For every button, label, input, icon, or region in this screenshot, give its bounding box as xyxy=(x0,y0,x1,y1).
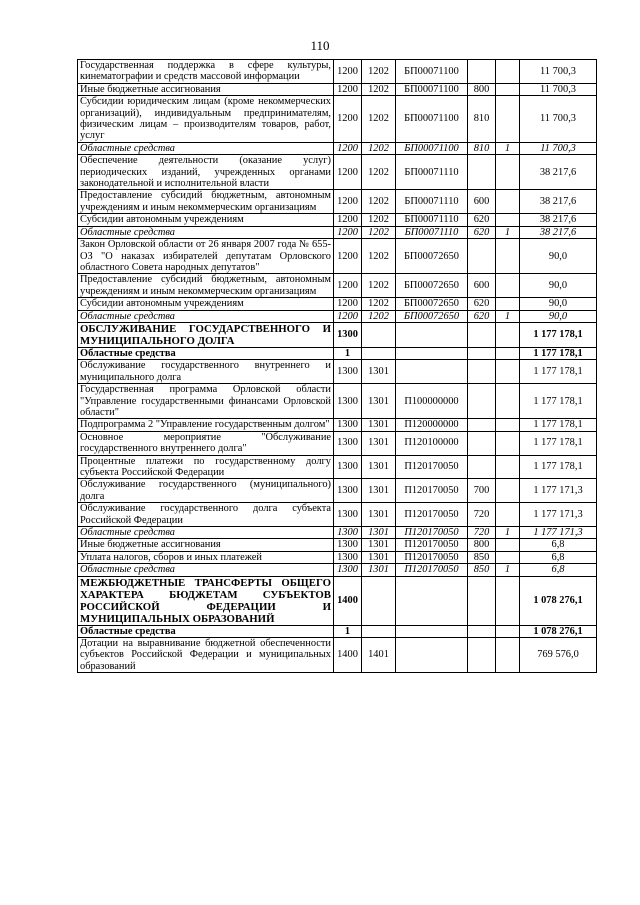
row-target-article: БП00071100 xyxy=(396,142,468,154)
row-target-article: БП00072650 xyxy=(396,298,468,310)
table-row xyxy=(78,455,597,479)
row-funding-source xyxy=(496,274,520,298)
table-row xyxy=(78,83,597,95)
row-amount: 11 700,3 xyxy=(520,96,597,143)
row-target-article: БП00071100 xyxy=(396,83,468,95)
row-amount: 11 700,3 xyxy=(520,60,597,84)
row-funding-source xyxy=(496,155,520,190)
row-amount: 1 177 178,1 xyxy=(520,347,597,359)
row-amount: 1 177 178,1 xyxy=(520,322,597,347)
row-funding-source xyxy=(496,503,520,527)
row-expense-type: 850 xyxy=(468,551,496,563)
row-subsection-code: 1301 xyxy=(362,384,396,419)
row-target-article: БП00071110 xyxy=(396,190,468,214)
table-row xyxy=(78,60,597,84)
row-expense-type: 810 xyxy=(468,96,496,143)
row-expense-type: 810 xyxy=(468,142,496,154)
row-name: Областные средства xyxy=(78,142,334,154)
row-amount: 1 177 171,3 xyxy=(520,479,597,503)
row-expense-type xyxy=(468,155,496,190)
row-section-code: 1300 xyxy=(334,527,362,539)
budget-table xyxy=(77,59,597,673)
row-expense-type xyxy=(468,455,496,479)
row-name: Закон Орловской области от 26 января 2007 года № 655-ОЗ "О наказах избирателей депутатам Орловского областного Совета народных депутатов" xyxy=(78,239,334,274)
row-target-article: П120100000 xyxy=(396,431,468,455)
row-target-article: БП00071100 xyxy=(396,60,468,84)
row-section-code: 1300 xyxy=(334,551,362,563)
row-target-article: БП00072650 xyxy=(396,274,468,298)
row-target-article: П120170050 xyxy=(396,551,468,563)
row-target-article: П120000000 xyxy=(396,419,468,431)
row-section-code: 1300 xyxy=(334,455,362,479)
table-row xyxy=(78,360,597,384)
row-target-article: БП00072650 xyxy=(396,310,468,322)
row-subsection-code: 1301 xyxy=(362,503,396,527)
row-funding-source xyxy=(496,214,520,226)
row-target-article: П120170050 xyxy=(396,539,468,551)
row-name: МЕЖБЮДЖЕТНЫЕ ТРАНСФЕРТЫ ОБЩЕГО ХАРАКТЕРА БЮДЖЕТАМ СУБЪЕКТОВ РОССИЙСКОЙ ФЕДЕРАЦИИ И МУНИЦИПАЛЬНЫХ ОБРАЗОВАНИЙ xyxy=(78,576,334,625)
table-row xyxy=(78,96,597,143)
row-subsection-code: 1202 xyxy=(362,310,396,322)
row-amount: 1 078 276,1 xyxy=(520,576,597,625)
row-section-code: 1300 xyxy=(334,539,362,551)
row-subsection-code xyxy=(362,625,396,637)
table-row xyxy=(78,638,597,673)
row-section-code: 1200 xyxy=(334,60,362,84)
row-expense-type: 620 xyxy=(468,226,496,238)
row-subsection-code: 1301 xyxy=(362,539,396,551)
table-row xyxy=(78,142,597,154)
row-funding-source: 1 xyxy=(496,142,520,154)
row-funding-source xyxy=(496,298,520,310)
row-funding-source xyxy=(496,419,520,431)
table-row xyxy=(78,239,597,274)
row-funding-source xyxy=(496,384,520,419)
row-amount: 1 177 178,1 xyxy=(520,360,597,384)
row-funding-source: 1 xyxy=(496,564,520,576)
row-funding-source xyxy=(496,455,520,479)
row-section-code: 1200 xyxy=(334,96,362,143)
row-amount: 90,0 xyxy=(520,310,597,322)
row-section-code: 1300 xyxy=(334,479,362,503)
table-row xyxy=(78,298,597,310)
row-target-article: П100000000 xyxy=(396,384,468,419)
row-amount: 38 217,6 xyxy=(520,155,597,190)
row-name: Субсидии автономным учреждениям xyxy=(78,298,334,310)
row-funding-source xyxy=(496,551,520,563)
row-section-code: 1200 xyxy=(334,310,362,322)
row-funding-source xyxy=(496,576,520,625)
row-amount: 769 576,0 xyxy=(520,638,597,673)
row-amount: 6,8 xyxy=(520,551,597,563)
row-section-code: 1300 xyxy=(334,360,362,384)
row-section-code: 1300 xyxy=(334,431,362,455)
row-amount: 1 177 171,3 xyxy=(520,503,597,527)
row-funding-source xyxy=(496,190,520,214)
row-name: Областные средства xyxy=(78,226,334,238)
row-subsection-code xyxy=(362,576,396,625)
table-row xyxy=(78,539,597,551)
row-expense-type xyxy=(468,638,496,673)
row-subsection-code: 1202 xyxy=(362,226,396,238)
row-amount: 11 700,3 xyxy=(520,142,597,154)
row-target-article: П120170050 xyxy=(396,527,468,539)
row-expense-type: 720 xyxy=(468,527,496,539)
row-funding-source: 1 xyxy=(496,310,520,322)
row-funding-source xyxy=(496,431,520,455)
row-funding-source xyxy=(496,60,520,84)
table-row xyxy=(78,190,597,214)
row-target-article xyxy=(396,347,468,359)
row-subsection-code: 1202 xyxy=(362,190,396,214)
row-name: Основное мероприятие "Обслуживание государственного внутреннего долга" xyxy=(78,431,334,455)
table-row xyxy=(78,419,597,431)
row-name: Обеспечение деятельности (оказание услуг) периодических изданий, учрежденных органами законодательной и исполнительной власти xyxy=(78,155,334,190)
table-row xyxy=(78,564,597,576)
row-name: Дотации на выравнивание бюджетной обеспеченности субъектов Российской Федерации и муниципальных образований xyxy=(78,638,334,673)
row-expense-type: 850 xyxy=(468,564,496,576)
table-row xyxy=(78,384,597,419)
row-section-code: 1200 xyxy=(334,239,362,274)
table-row xyxy=(78,322,597,347)
row-name: Областные средства xyxy=(78,527,334,539)
row-funding-source: 1 xyxy=(496,527,520,539)
row-name: Областные средства xyxy=(78,564,334,576)
row-subsection-code: 1301 xyxy=(362,479,396,503)
row-expense-type: 600 xyxy=(468,274,496,298)
row-subsection-code: 1202 xyxy=(362,239,396,274)
row-subsection-code: 1301 xyxy=(362,527,396,539)
row-section-code: 1300 xyxy=(334,384,362,419)
row-name: Обслуживание государственного долга субъекта Российской Федерации xyxy=(78,503,334,527)
row-amount: 1 177 178,1 xyxy=(520,419,597,431)
table-row xyxy=(78,431,597,455)
row-name: Областные средства xyxy=(78,625,334,637)
row-amount: 1 078 276,1 xyxy=(520,625,597,637)
row-section-code: 1200 xyxy=(334,214,362,226)
row-section-code: 1 xyxy=(334,347,362,359)
row-target-article: БП00071110 xyxy=(396,226,468,238)
row-expense-type: 720 xyxy=(468,503,496,527)
page-number: 110 xyxy=(310,38,330,53)
row-section-code: 1300 xyxy=(334,322,362,347)
row-target-article xyxy=(396,322,468,347)
row-expense-type: 700 xyxy=(468,479,496,503)
row-section-code: 1300 xyxy=(334,564,362,576)
row-expense-type: 800 xyxy=(468,83,496,95)
budget-table-body xyxy=(78,60,597,673)
row-target-article xyxy=(396,638,468,673)
row-subsection-code: 1301 xyxy=(362,551,396,563)
row-name: Иные бюджетные ассигнования xyxy=(78,539,334,551)
row-target-article: П120170050 xyxy=(396,503,468,527)
row-amount: 6,8 xyxy=(520,539,597,551)
row-section-code: 1400 xyxy=(334,638,362,673)
row-amount: 1 177 178,1 xyxy=(520,384,597,419)
row-section-code: 1300 xyxy=(334,419,362,431)
row-target-article: БП00071100 xyxy=(396,96,468,143)
row-subsection-code: 1202 xyxy=(362,274,396,298)
table-row xyxy=(78,274,597,298)
table-row xyxy=(78,214,597,226)
row-name: Уплата налогов, сборов и иных платежей xyxy=(78,551,334,563)
table-row xyxy=(78,527,597,539)
row-subsection-code: 1202 xyxy=(362,214,396,226)
row-amount: 1 177 178,1 xyxy=(520,455,597,479)
table-row xyxy=(78,347,597,359)
row-subsection-code: 1301 xyxy=(362,431,396,455)
row-amount: 38 217,6 xyxy=(520,214,597,226)
row-section-code: 1 xyxy=(334,625,362,637)
row-name: Государственная поддержка в сфере культуры, кинематографии и средств массовой информации xyxy=(78,60,334,84)
row-subsection-code: 1401 xyxy=(362,638,396,673)
row-target-article: БП00071110 xyxy=(396,155,468,190)
row-funding-source: 1 xyxy=(496,226,520,238)
row-subsection-code: 1301 xyxy=(362,419,396,431)
row-name: Государственная программа Орловской области "Управление государственными финансами Орловской области" xyxy=(78,384,334,419)
table-row xyxy=(78,310,597,322)
row-name: Субсидии юридическим лицам (кроме некоммерческих организаций), индивидуальным предпринимателям, физическим лицам – производителям товаров, работ, услуг xyxy=(78,96,334,143)
row-funding-source xyxy=(496,347,520,359)
row-funding-source xyxy=(496,479,520,503)
row-amount: 90,0 xyxy=(520,239,597,274)
row-subsection-code: 1202 xyxy=(362,155,396,190)
row-name: Обслуживание государственного (муниципального) долга xyxy=(78,479,334,503)
row-expense-type: 620 xyxy=(468,214,496,226)
row-funding-source xyxy=(496,638,520,673)
row-section-code: 1300 xyxy=(334,503,362,527)
row-section-code: 1200 xyxy=(334,190,362,214)
row-subsection-code: 1301 xyxy=(362,455,396,479)
row-name: Подпрограмма 2 "Управление государственным долгом" xyxy=(78,419,334,431)
row-funding-source xyxy=(496,625,520,637)
row-section-code: 1200 xyxy=(334,226,362,238)
row-target-article xyxy=(396,576,468,625)
row-subsection-code xyxy=(362,347,396,359)
row-amount: 1 177 171,3 xyxy=(520,527,597,539)
row-section-code: 1200 xyxy=(334,142,362,154)
row-amount: 90,0 xyxy=(520,298,597,310)
row-section-code: 1200 xyxy=(334,298,362,310)
row-expense-type: 600 xyxy=(468,190,496,214)
row-amount: 1 177 178,1 xyxy=(520,431,597,455)
row-subsection-code: 1301 xyxy=(362,564,396,576)
row-expense-type xyxy=(468,419,496,431)
row-amount: 38 217,6 xyxy=(520,226,597,238)
row-amount: 90,0 xyxy=(520,274,597,298)
row-target-article: П120170050 xyxy=(396,455,468,479)
row-name: Процентные платежи по государственному долгу субъекта Российской Федерации xyxy=(78,455,334,479)
row-section-code: 1200 xyxy=(334,274,362,298)
row-target-article: БП00071110 xyxy=(396,214,468,226)
row-subsection-code: 1202 xyxy=(362,60,396,84)
row-name: Областные средства xyxy=(78,310,334,322)
row-expense-type xyxy=(468,625,496,637)
row-expense-type: 800 xyxy=(468,539,496,551)
row-amount: 6,8 xyxy=(520,564,597,576)
row-expense-type: 620 xyxy=(468,298,496,310)
row-funding-source xyxy=(496,322,520,347)
row-name: Предоставление субсидий бюджетным, автономным учреждениям и иным некоммерческим организациям xyxy=(78,190,334,214)
row-expense-type xyxy=(468,322,496,347)
row-target-article: БП00072650 xyxy=(396,239,468,274)
table-row xyxy=(78,479,597,503)
row-subsection-code: 1202 xyxy=(362,96,396,143)
row-amount: 11 700,3 xyxy=(520,83,597,95)
row-target-article: П120170050 xyxy=(396,479,468,503)
row-name: Иные бюджетные ассигнования xyxy=(78,83,334,95)
row-target-article: П120170050 xyxy=(396,564,468,576)
table-row xyxy=(78,503,597,527)
row-funding-source xyxy=(496,539,520,551)
row-expense-type xyxy=(468,384,496,419)
row-subsection-code: 1202 xyxy=(362,298,396,310)
row-expense-type xyxy=(468,360,496,384)
row-funding-source xyxy=(496,239,520,274)
row-name: Областные средства xyxy=(78,347,334,359)
row-expense-type xyxy=(468,60,496,84)
table-row xyxy=(78,155,597,190)
row-amount: 38 217,6 xyxy=(520,190,597,214)
row-subsection-code xyxy=(362,322,396,347)
row-funding-source xyxy=(496,360,520,384)
row-expense-type xyxy=(468,347,496,359)
table-row xyxy=(78,576,597,625)
row-name: Предоставление субсидий бюджетным, автономным учреждениям и иным некоммерческим организациям xyxy=(78,274,334,298)
row-name: ОБСЛУЖИВАНИЕ ГОСУДАРСТВЕННОГО И МУНИЦИПАЛЬНОГО ДОЛГА xyxy=(78,322,334,347)
row-expense-type xyxy=(468,239,496,274)
row-expense-type xyxy=(468,576,496,625)
table-row xyxy=(78,625,597,637)
row-funding-source xyxy=(496,96,520,143)
row-expense-type xyxy=(468,431,496,455)
table-row xyxy=(78,551,597,563)
row-subsection-code: 1202 xyxy=(362,83,396,95)
row-subsection-code: 1202 xyxy=(362,142,396,154)
row-target-article xyxy=(396,625,468,637)
row-expense-type: 620 xyxy=(468,310,496,322)
row-section-code: 1200 xyxy=(334,83,362,95)
row-name: Субсидии автономным учреждениям xyxy=(78,214,334,226)
row-target-article xyxy=(396,360,468,384)
row-name: Обслуживание государственного внутреннего и муниципального долга xyxy=(78,360,334,384)
table-row xyxy=(78,226,597,238)
row-subsection-code: 1301 xyxy=(362,360,396,384)
row-section-code: 1400 xyxy=(334,576,362,625)
row-funding-source xyxy=(496,83,520,95)
row-section-code: 1200 xyxy=(334,155,362,190)
